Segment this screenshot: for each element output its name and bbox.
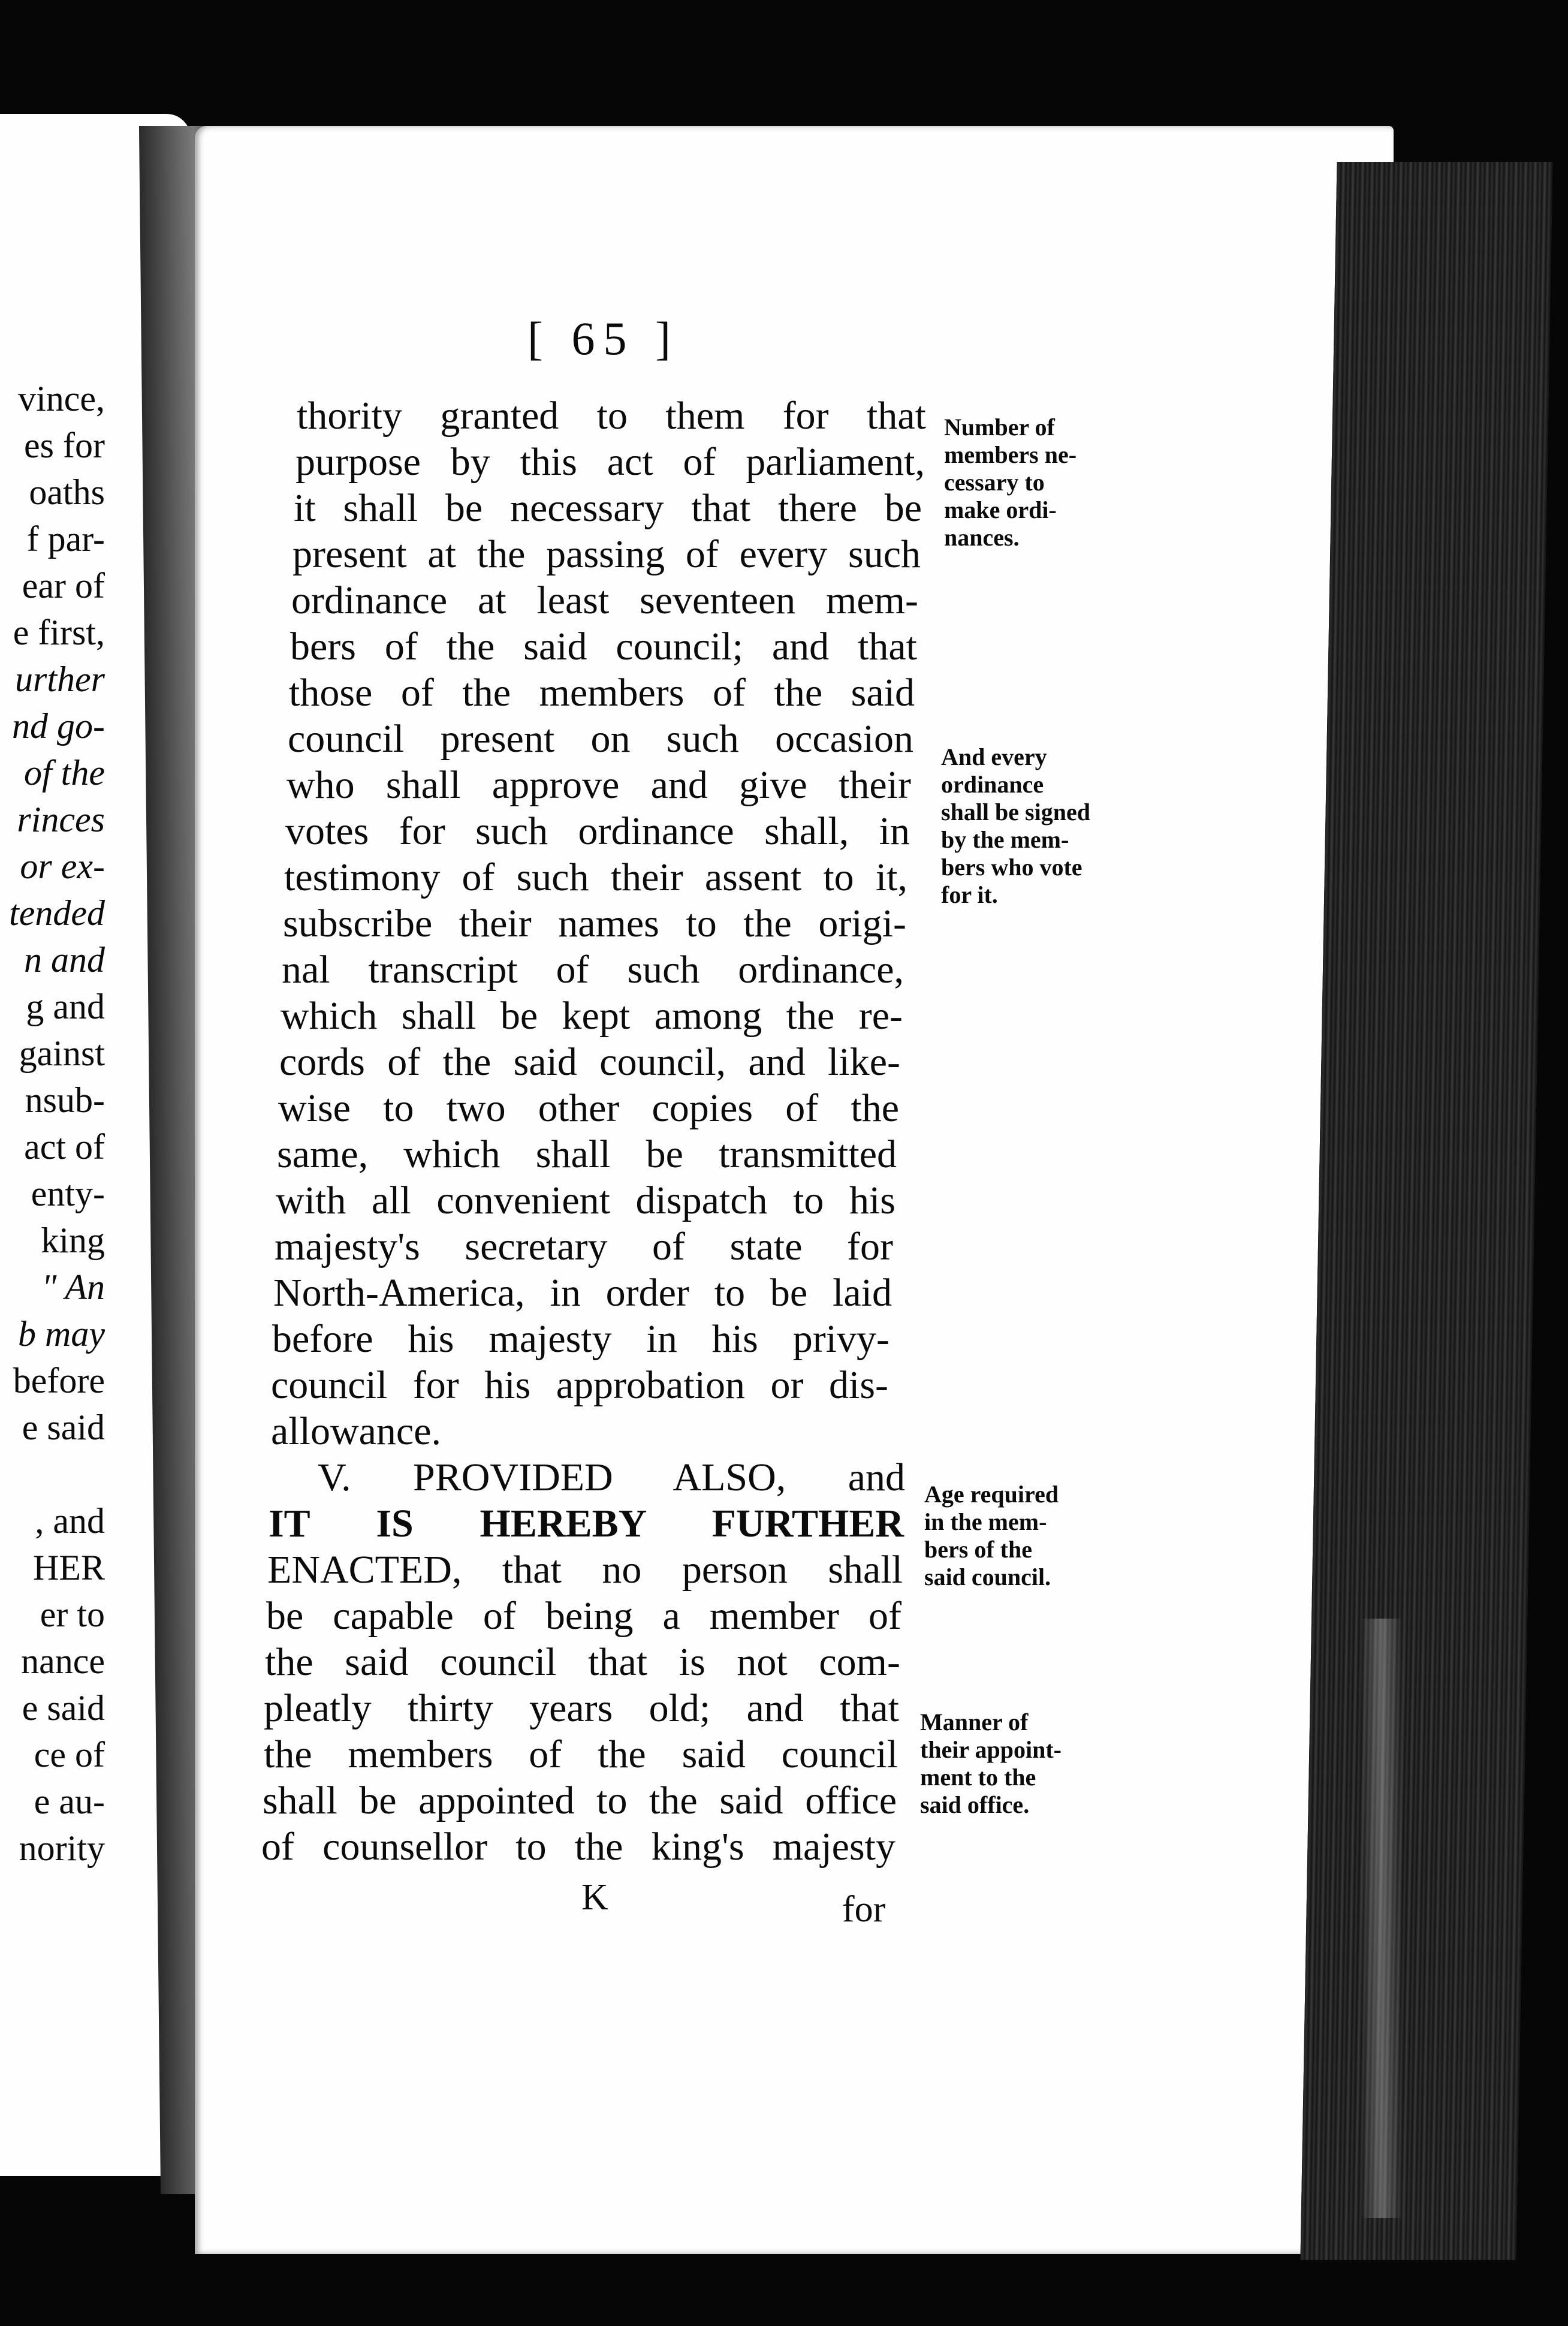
- left-line: n and: [24, 940, 105, 980]
- margin-note-line: cessary to: [944, 469, 1045, 496]
- section-heading-line: IT IS HEREBY FURTHER: [269, 1502, 904, 1545]
- margin-note-line: by the mem-: [941, 826, 1069, 853]
- margin-note-manner-of-appointment: [920, 1709, 1062, 1819]
- left-line: or ex-: [20, 846, 105, 886]
- left-line: nority: [19, 1828, 105, 1868]
- left-line: e said: [22, 1408, 105, 1447]
- left-line: " An: [41, 1267, 105, 1307]
- left-line: e first,: [13, 613, 105, 652]
- left-line: king: [41, 1221, 105, 1260]
- body-line: allowance.: [271, 1409, 442, 1453]
- page-edges: [1300, 162, 1552, 2260]
- body-line: ENACTED, that no person shall: [267, 1548, 903, 1592]
- margin-note-line: shall be signed: [941, 799, 1090, 825]
- body-line: council present on such occasion: [288, 717, 913, 761]
- body-line: North-America, in order to be laid: [273, 1271, 892, 1315]
- body-line: pleatly thirty years old; and that: [264, 1686, 899, 1730]
- left-line: tended: [9, 893, 105, 933]
- body-line: with all convenient dispatch to his: [276, 1179, 895, 1222]
- page-edges-highlight: [1361, 1619, 1403, 2218]
- left-line: gainst: [19, 1034, 105, 1073]
- left-line: nd go-: [12, 706, 105, 746]
- left-line: g and: [26, 987, 105, 1026]
- left-line: er to: [40, 1595, 105, 1634]
- margin-note-line: make ordi-: [944, 496, 1057, 523]
- body-line: be capable of being a member of: [266, 1594, 901, 1638]
- body-line: who shall approve and give their: [287, 763, 911, 807]
- body-line: wise to two other copies of the: [278, 1086, 899, 1130]
- margin-note-line: said council.: [924, 1563, 1051, 1590]
- margin-note-line: And every: [941, 743, 1047, 770]
- left-line: oaths: [29, 472, 105, 512]
- left-line: ear of: [22, 566, 105, 605]
- signature-mark: K: [581, 1877, 608, 1918]
- left-line: nance: [21, 1641, 105, 1681]
- body-line: thority granted to them for that: [297, 394, 926, 438]
- left-line: HER: [33, 1548, 105, 1587]
- body-line: votes for such ordinance shall, in: [285, 809, 910, 853]
- body-line: same, which shall be transmitted: [277, 1132, 897, 1176]
- body-line: ordinance at least seventeen mem-: [291, 579, 918, 622]
- body-line: shall be appointed to the said office: [263, 1779, 897, 1822]
- margin-note-line: bers who vote: [941, 854, 1082, 881]
- left-line: vince,: [18, 379, 105, 418]
- margin-note-line: nances.: [944, 524, 1020, 551]
- margin-note-age-required: [924, 1481, 1059, 1591]
- margin-note-line: ordinance: [941, 771, 1044, 798]
- left-line: b may: [18, 1314, 105, 1354]
- margin-note-number-of-members: [944, 414, 1077, 552]
- left-line: e au-: [34, 1782, 105, 1821]
- left-line: enty-: [31, 1174, 105, 1213]
- left-page-text-column: [0, 114, 105, 2176]
- body-line: council for his approbation or dis-: [271, 1363, 888, 1407]
- margin-note-line: their appoint-: [920, 1736, 1062, 1763]
- margin-note-line: bers of the: [924, 1536, 1032, 1563]
- margin-note-line: Number of: [944, 414, 1055, 441]
- margin-note-line: Age required: [924, 1481, 1059, 1508]
- section-heading-line: V. PROVIDED ALSO, and: [318, 1456, 905, 1499]
- body-line: which shall be kept among the re-: [281, 994, 903, 1038]
- body-line: purpose by this act of parliament,: [295, 440, 925, 484]
- left-line: act of: [24, 1127, 105, 1167]
- margin-note-line: said office.: [920, 1791, 1030, 1818]
- catchword: for: [842, 1889, 886, 1930]
- body-line: the members of the said council: [264, 1733, 898, 1776]
- body-line: bers of the said council; and that: [290, 625, 917, 668]
- body-line: those of the members of the said: [289, 671, 915, 715]
- left-line: rinces: [17, 800, 105, 839]
- margin-note-line: ment to the: [920, 1764, 1036, 1791]
- left-line: ce of: [34, 1735, 105, 1774]
- margin-note-line: in the mem-: [924, 1508, 1047, 1535]
- body-line: the said council that is not com-: [265, 1640, 900, 1684]
- left-line: es for: [24, 426, 105, 465]
- left-line: e said: [22, 1688, 105, 1728]
- left-line: of the: [24, 753, 105, 793]
- body-line: subscribe their names to the origi-: [283, 902, 906, 945]
- body-line: before his majesty in his privy-: [272, 1317, 889, 1361]
- body-line: of counsellor to the king's majesty: [261, 1825, 895, 1869]
- margin-note-line: Manner of: [920, 1709, 1029, 1736]
- body-line: testimony of such their assent to it,: [284, 855, 907, 899]
- margin-note-ordinance-signed: [941, 743, 1090, 909]
- body-line: present at the passing of every such: [293, 532, 921, 576]
- margin-note-line: for it.: [941, 881, 998, 908]
- body-line: majesty's secretary of state for: [275, 1225, 893, 1269]
- left-line: , and: [35, 1501, 105, 1541]
- left-line: before: [13, 1361, 105, 1400]
- left-line: nsub-: [25, 1080, 105, 1120]
- left-line: f par-: [26, 519, 105, 559]
- body-line: nal transcript of such ordinance,: [282, 948, 904, 992]
- body-line: cords of the said council, and like-: [279, 1040, 900, 1084]
- page-number: [ 65 ]: [527, 312, 679, 364]
- margin-note-line: members ne-: [944, 441, 1077, 468]
- body-line: it shall be necessary that there be: [294, 486, 922, 530]
- left-line: urther: [15, 659, 105, 699]
